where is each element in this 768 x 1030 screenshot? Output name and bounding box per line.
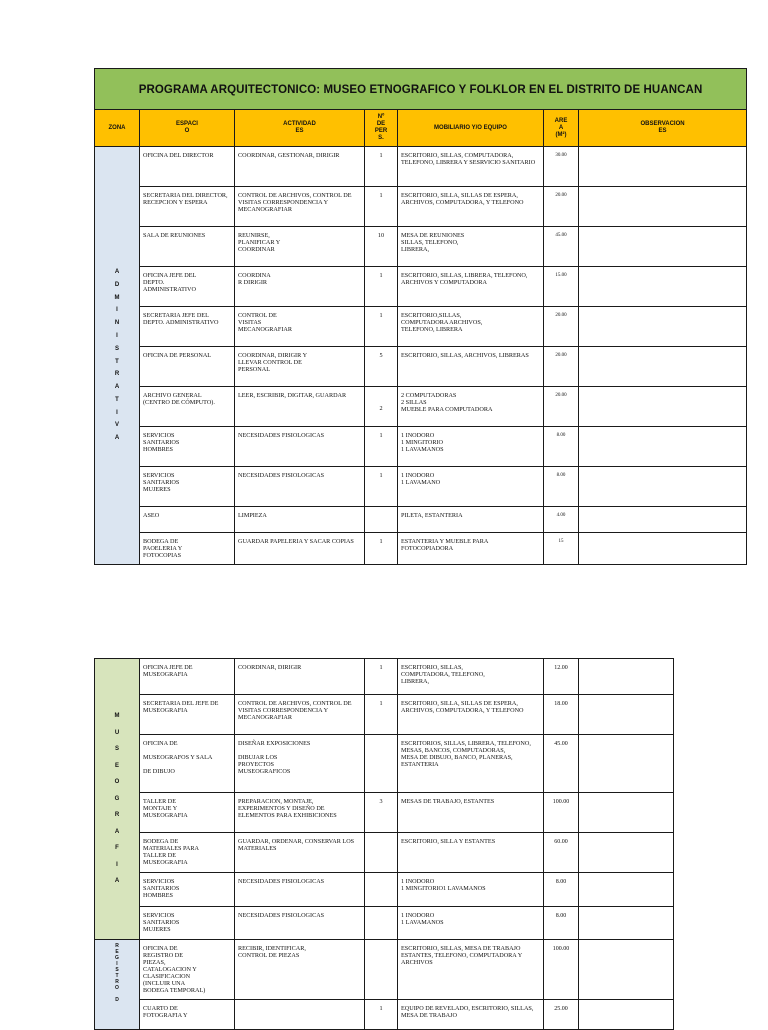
cell-area: 60.00 [554, 839, 568, 845]
cell-mobiliario: EQUIPO DE REVELADO, ESCRITORIO, SILLAS, MESA DE TRABAJO [401, 1005, 534, 1019]
cell-mobiliario: 1 INODORO 1 LAVAMANOS [401, 912, 444, 926]
cell-observacion [579, 347, 747, 387]
cell-mobiliario: PILETA, ESTANTERIA [401, 512, 463, 519]
cell-espacio: SERVICIOS SANITARIOS HOMBRES [143, 432, 180, 453]
cell-espacio: OFICINA JEFE DEL DEPTO. ADMINISTRATIVO [143, 272, 197, 293]
cell-observacion [579, 227, 747, 267]
header-mobiliario: MOBILIARIO Y/O EQUIPO [434, 124, 507, 131]
cell-espacio: SECRETARIA DEL JEFE DE MUSEOGRAFIA [143, 700, 219, 714]
cell-actividad: RECIBIR, IDENTIFICAR, CONTROL DE PIEZAS [238, 945, 306, 959]
cell-mobiliario: 1 INODORO 1 MINGITORIO1 LAVAMANOS [401, 878, 486, 892]
table-row [95, 427, 747, 467]
cell-observacion [579, 873, 674, 907]
cell-actividad [235, 1000, 364, 1007]
cell-mobiliario: ESCRITORIO, SILLA Y ESTANTES [401, 838, 496, 845]
cell-npers: 1 [379, 152, 383, 159]
cell-npers [365, 873, 397, 880]
cell-actividad: REUNIRSE, PLANIFICAR Y COORDINAR [238, 232, 281, 253]
cell-area: 20.00 [555, 313, 567, 318]
cell-observacion [579, 659, 674, 695]
cell-observacion [579, 940, 674, 1000]
table-row [95, 695, 674, 735]
cell-espacio: TALLER DE MONTAJE Y MUSEOGRAFIA [143, 798, 188, 819]
cell-observacion [579, 467, 747, 507]
header-observacion: OBSERVACION ES [640, 121, 685, 134]
table-row [95, 387, 747, 427]
table-row [95, 227, 747, 267]
title-cell [95, 69, 747, 110]
table-row [95, 187, 747, 227]
cell-actividad: COORDINAR, DIRIGIR Y LLEVAR CONTROL DE PERSONAL [238, 352, 308, 373]
cell-observacion [579, 533, 747, 565]
cell-espacio: SALA DE REUNIONES [143, 232, 206, 239]
cell-actividad: DISEÑAR EXPOSICIONES DIBUJAR LOS PROYECTOS MUSEOGRAFICOS [238, 740, 311, 775]
cell-npers [365, 907, 397, 914]
cell-actividad: LIMPIEZA [238, 512, 267, 519]
cell-espacio: OFICINA DE REGISTRO DE PIEZAS, CATALOGACION Y CLASIFICACION (INCLUIR UNA BODEGA TEMPORAL) [143, 945, 206, 994]
cell-observacion [579, 735, 674, 793]
table-row [95, 1000, 674, 1030]
cell-mobiliario: ESCRITORIO, SILLAS, ARCHIVOS, LIBRERAS [401, 352, 529, 359]
cell-actividad: CONTROL DE ARCHIVOS, CONTROL DE VISITAS CORRESPONDENCIA Y MECANOGRAFIAR [238, 192, 352, 213]
cell-mobiliario: MESAS DE TRABAJO, ESTANTES [401, 798, 495, 805]
cell-espacio: SECRETARIA JEFE DEL DEPTO. ADMINISTRATIVO [143, 312, 219, 326]
cell-actividad: CONTROL DE VISITAS MECANOGRAFIAR [238, 312, 292, 333]
cell-actividad: PREPARACION, MONTAJE, EXPERIMENTOS Y DISEÑO DE ELEMENTOS PARA EXHIBICIONES [238, 798, 337, 819]
cell-actividad: GUARDAR PAPELERIA Y SACAR COPIAS [238, 538, 354, 545]
header-espacio: ESPACI O [176, 121, 198, 134]
cell-area: 20.00 [555, 393, 567, 398]
table-row [95, 533, 747, 565]
cell-mobiliario: ESCRITORIO, SILLA, SILLAS DE ESPERA, ARCHIVOS, COMPUTADORA, Y TELEFONO [401, 700, 524, 714]
cell-area: 8.00 [555, 913, 567, 919]
cell-espacio: CUARTO DE FOTOGRAFIA Y [143, 1005, 188, 1019]
cell-area: 8.00 [555, 879, 567, 885]
table-row [95, 507, 747, 533]
cell-actividad: COORDINAR, DIRIGIR [238, 664, 302, 671]
cell-npers: 1 [379, 272, 383, 279]
cell-observacion [579, 907, 674, 940]
cell-mobiliario: ESCRITORIO,SILLAS, COMPUTADORA ARCHIVOS, TELEFONO, LIBRERA [401, 312, 483, 333]
cell-observacion [579, 147, 747, 187]
zone-label: M U S E O G R A F I A [114, 713, 120, 885]
cell-area: 100.00 [552, 799, 570, 805]
cell-observacion [579, 793, 674, 833]
cell-espacio: SERVICIOS SANITARIOS HOMBRES [143, 878, 180, 899]
cell-npers: 3 [379, 798, 383, 805]
cell-npers: 1 [379, 700, 383, 707]
cell-observacion [579, 307, 747, 347]
cell-observacion [579, 267, 747, 307]
cell-npers: 1 [379, 538, 383, 545]
cell-actividad: NECESIDADES FISIOLOGICAS [238, 878, 325, 885]
cell-observacion [579, 387, 747, 427]
table-row [95, 467, 747, 507]
table-row [95, 307, 747, 347]
cell-area: 4.00 [556, 513, 566, 518]
table-row [95, 659, 674, 695]
cell-area: 12.00 [554, 665, 568, 671]
zone-label: R E G I S T R O D [115, 943, 119, 1003]
cell-area: 100.00 [552, 946, 570, 952]
program-table-2 [94, 658, 674, 1030]
cell-npers [365, 833, 397, 840]
cell-npers: 2 [379, 404, 383, 412]
cell-area: 45.00 [555, 233, 567, 238]
cell-espacio: OFICINA DE MUSEOGRAFOS Y SALA DE DIBUJO [143, 740, 213, 775]
cell-area: 15.00 [555, 273, 567, 278]
cell-observacion [579, 833, 674, 873]
table-row [95, 833, 674, 873]
table-row [95, 147, 747, 187]
zone-administrativa [95, 147, 140, 565]
table-row [95, 347, 747, 387]
table-row [95, 907, 674, 940]
cell-npers [365, 735, 397, 742]
table-row [95, 940, 674, 1000]
cell-npers: 5 [379, 352, 383, 359]
table-row [95, 873, 674, 907]
cell-espacio: ARCHIVO GENERAL (CENTRO DE CÓMPUTO). [143, 392, 215, 406]
cell-npers: 1 [379, 664, 383, 671]
zone-museografia [95, 659, 140, 940]
cell-espacio: OFICINA DE PERSONAL [143, 352, 212, 359]
header-actividad: ACTIVIDAD ES [283, 121, 316, 134]
cell-npers: 1 [379, 312, 383, 319]
cell-observacion [579, 187, 747, 227]
cell-actividad: GUARDAR, ORDENAR, CONSERVAR LOS MATERIALES [238, 838, 355, 852]
cell-npers: 10 [377, 232, 385, 239]
cell-area: 15 [558, 539, 564, 544]
cell-actividad: NECESIDADES FISIOLOGICAS [238, 432, 325, 439]
zone-label: A D M I N I S T R A T I V A [114, 268, 120, 442]
cell-mobiliario: MESA DE REUNIONES SILLAS, TELEFONO, LIBRERA, [401, 232, 465, 253]
table-row [95, 793, 674, 833]
cell-espacio: BODEGA DE MATERIALES PARA TALLER DE MUSEOGRAFIA [143, 838, 199, 866]
cell-npers: 1 [379, 192, 383, 199]
header-zona: ZONA [108, 124, 126, 131]
cell-mobiliario: ESCRITORIO, SILLA, SILLAS DE ESPERA, ARCHIVOS, COMPUTADORA, Y TELEFONO [401, 192, 524, 206]
cell-npers: 1 [379, 1005, 383, 1012]
table-row [95, 735, 674, 793]
cell-area: 20.00 [555, 193, 567, 198]
cell-observacion [579, 1000, 674, 1030]
cell-mobiliario: ESCRITORIO, SILLAS, MESA DE TRABAJO ESTANTES, TELEFONO, COMPUTADORA Y ARCHIVOS [401, 945, 522, 966]
cell-area: 8.00 [556, 473, 566, 478]
header-row [95, 110, 747, 147]
cell-mobiliario: ESCRITORIO, SILLAS, LIBRERA, TELEFONO, ARCHIVOS Y COMPUTADORA [401, 272, 528, 286]
cell-npers: 1 [379, 432, 383, 439]
cell-area: 30.00 [555, 153, 567, 158]
cell-espacio: SERVICIOS SANITARIOS MUJERES [143, 472, 180, 493]
cell-area: 8.00 [556, 433, 566, 438]
program-table-1 [94, 68, 747, 565]
cell-area: 18.00 [554, 701, 568, 707]
cell-actividad: COORDINAR, GESTIONAR, DIRIGIR [238, 152, 340, 159]
cell-actividad: LEER, ESCRIBIR, DIGITAR, GUARDAR [238, 392, 347, 399]
cell-mobiliario: 2 COMPUTADORAS 2 SILLAS MUEBLE PARA COMPUTADORA [401, 392, 493, 413]
header-npers: Nº DE PER S. [374, 114, 388, 141]
cell-observacion [579, 695, 674, 735]
cell-espacio: BODEGA DE PAOELERIA Y FOTOCOPIAS [143, 538, 183, 559]
cell-area: 20.00 [555, 353, 567, 358]
cell-npers: 1 [379, 472, 383, 479]
cell-actividad: NECESIDADES FISIOLOGICAS [238, 472, 325, 479]
cell-area: 25.00 [554, 1006, 568, 1012]
cell-espacio: SERVICIOS SANITARIOS MUJERES [143, 912, 180, 933]
cell-espacio: OFICINA DEL DIRECTOR [143, 152, 214, 159]
cell-espacio: SECRETARIA DEL DIRECTOR, RECEPCION Y ESPERA [143, 192, 228, 206]
cell-observacion [579, 507, 747, 533]
cell-mobiliario: 1 INODORO 1 LAVAMANO [401, 472, 441, 486]
zone-registro [95, 940, 140, 1030]
cell-mobiliario: ESCRITORIO, SILLAS, COMPUTADORA, TELEFONO, LIBRERA, [401, 664, 485, 685]
cell-observacion [579, 427, 747, 467]
cell-actividad: COORDINA R DIRIGIR [238, 272, 271, 286]
cell-mobiliario: ESCRITORIOS, SILLAS, LIBRERA, TELEFONO, MESAS, BANCOS, COMPUTADORAS, MESA DE DIBUJO, BANCO, PLANERAS, ESTANTERIA [401, 740, 531, 768]
cell-espacio: ASEO [143, 512, 160, 519]
cell-area: 45.00 [554, 741, 568, 747]
table-row [95, 267, 747, 307]
cell-mobiliario: ESCRITORIO, SILLAS, COMPUTADORA, TELEFONO, LIBRERA Y SESRVICIO SANITARIO [401, 152, 536, 166]
page-title: PROGRAMA ARQUITECTONICO: MUSEO ETNOGRAFICO Y FOLKLOR EN EL DISTRITO DE HUANCAN [138, 84, 703, 96]
cell-espacio: OFICINA JEFE DE MUSEOGRAFIA [143, 664, 193, 678]
header-area: ARE A (M²) [554, 117, 568, 138]
cell-mobiliario: ESTANTERIA Y MUEBLE PARA FOTOCOPIADORA [401, 538, 488, 552]
cell-actividad: NECESIDADES FISIOLOGICAS [238, 912, 325, 919]
cell-actividad: CONTROL DE ARCHIVOS, CONTROL DE VISITAS CORRESPONDENCIA Y MECANOGRAFIAR [238, 700, 352, 721]
cell-npers [365, 940, 397, 947]
cell-mobiliario: 1 INODORO 1 MINGITORIO 1 LAVAMANOS [401, 432, 444, 453]
cell-npers [365, 507, 397, 514]
